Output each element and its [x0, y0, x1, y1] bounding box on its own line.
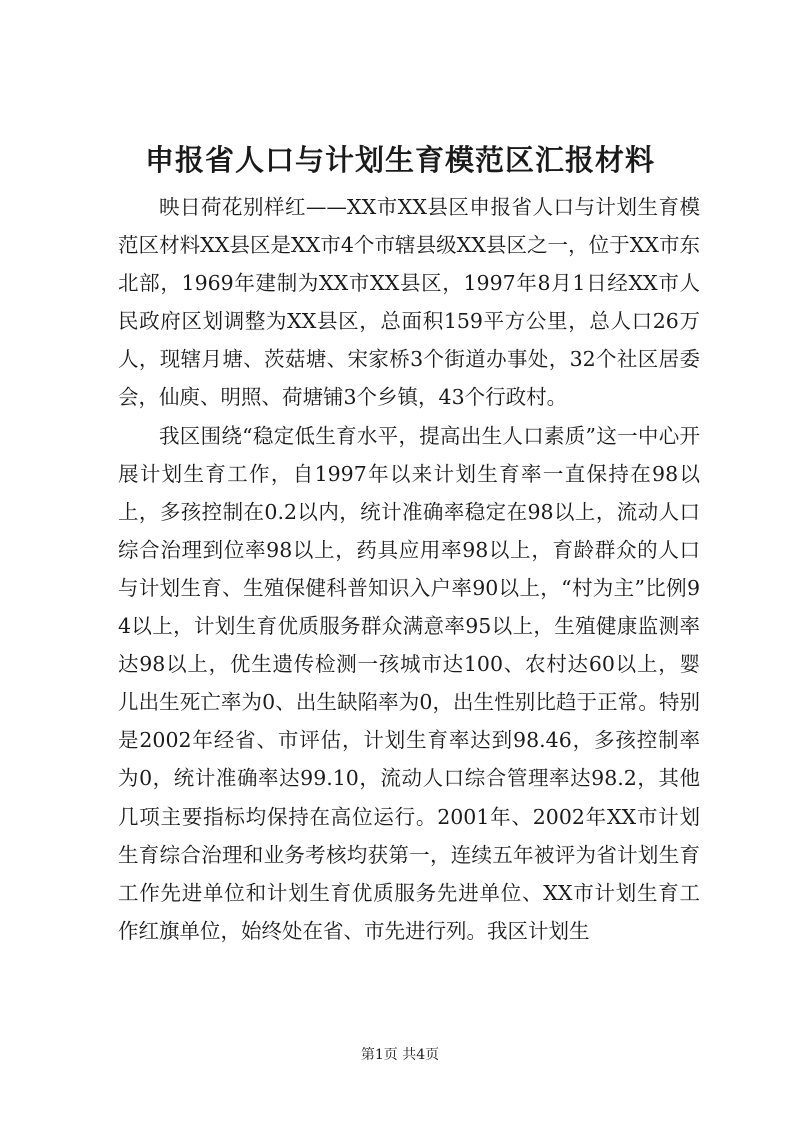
document-title: 申报省人口与计划生育模范区汇报材料	[144, 143, 655, 177]
paragraph-intro: 映日荷花别样红——XX市XX县区申报省人口与计划生育模范区材料XX县区是XX市4个市辖县级XX县区之一，位于XX市东北部，1969年建制为XX市XX县区，1997年8月1日经XX市人民政府区划调整为XX县区，总面积159平方公里，总人口26万人，现辖月塘、茨菇塘、宋家桥3个街道办事处，32个社区居委会，仙庾、明照、荷塘铺3个乡镇，43个行政村。	[118, 195, 700, 410]
page-footer: 第1页 共4页	[360, 1047, 440, 1063]
document-body	[118, 188, 700, 950]
paragraph-achievements: 我区围绕“稳定低生育水平，提高出生人口素质”这一中心开展计划生育工作，自1997年以来计划生育率一直保持在98以上，多孩控制在0.2以内，统计准确率稳定在98以上，流动人口综合治理到位率98以上，药具应用率98以上，育龄群众的人口与计划生育、生殖保健科普知识入户率90以上，“村为主”比例94以上，计划生育优质服务群众满意率95以上，生殖健康监测率达98以上，优生遗传检测一孩城市达100、农村达60以上，婴儿出生死亡率为0、出生缺陷率为0，出生性别比趋于正常。特别是2002年经省、市评估，计划生育率达到98.46，多孩控制率为0，统计准确率达99.10，流动人口综合管理率达98.2，其他几项主要指标均保持在高位运行。2001年、2002年XX市计划生育综合治理和业务考核均获第一，连续五年被评为省计划生育工作先进单位和计划生育优质服务先进单位、XX市计划生育工作红旗单位，始终处在省、市先进行列。我区计划生	[118, 423, 700, 943]
